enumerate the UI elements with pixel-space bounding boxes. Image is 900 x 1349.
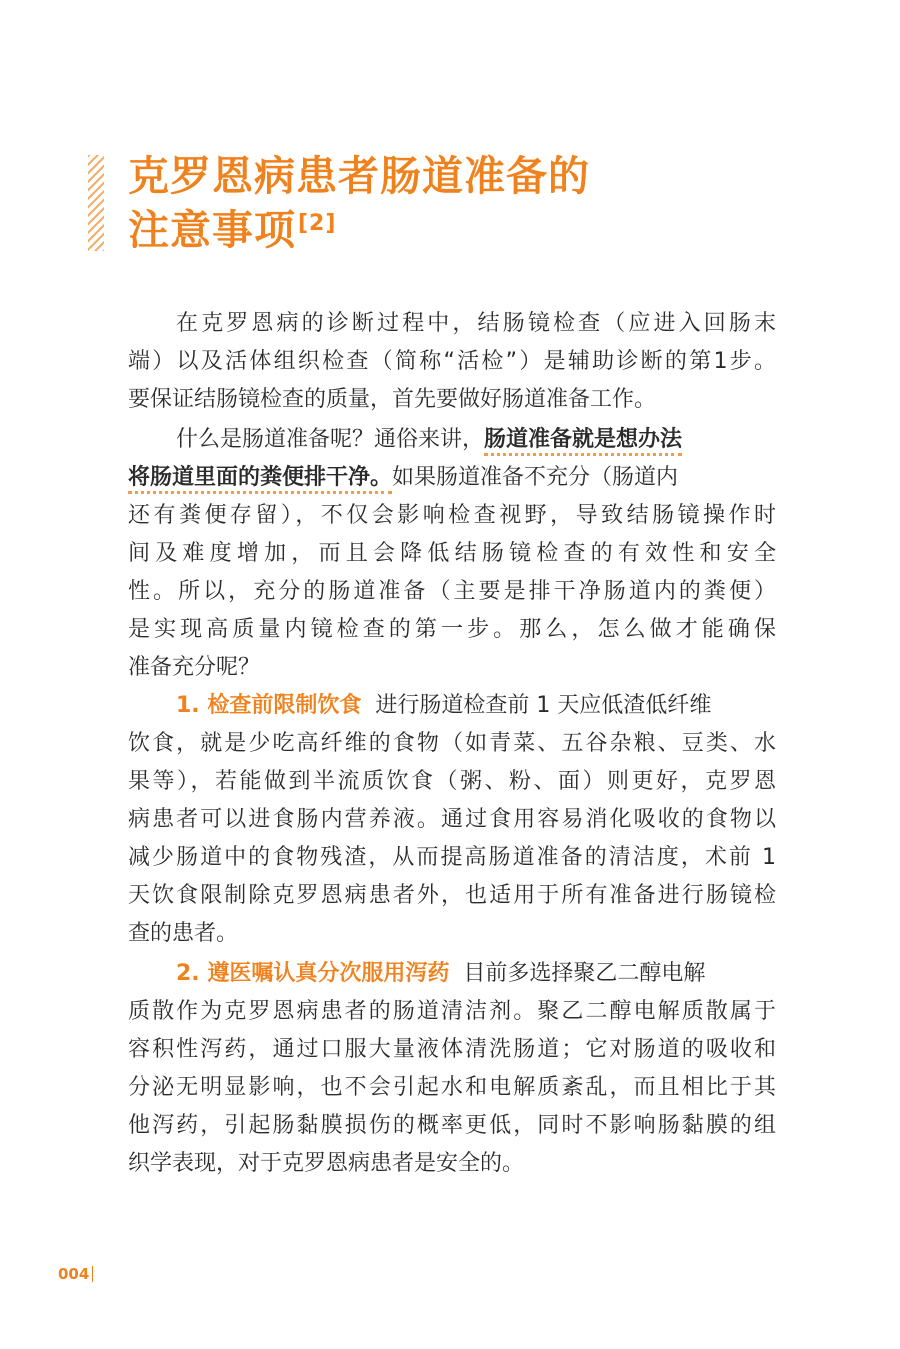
p1-line-1: 在克罗恩病的诊断过程中，结肠镜检查（应进入回肠末 — [176, 311, 776, 336]
p2-line-3: 还有粪便存留），不仅会影响检查视野，导致结肠镜操作时 — [128, 503, 776, 528]
page-title-text: 注意事项 — [128, 206, 296, 254]
p1-line-2: 端）以及活体组织检查（简称“活检”）是辅助诊断的第1步。 — [128, 349, 776, 374]
section-2-heading: 2. 遵医嘱认真分次服用泻药 — [176, 961, 450, 986]
page-number: 004 — [58, 1265, 90, 1283]
title-decoration — [88, 155, 104, 251]
s1-line-4: 病患者可以进食肠内营养液。通过食用容易消化吸收的食物以 — [128, 807, 776, 832]
s2-line-6: 织学表现，对于克罗恩病患者是安全的。 — [128, 1151, 525, 1176]
section-1-heading: 1. 检查前限制饮食 — [176, 693, 362, 718]
s2-line-1 — [176, 955, 776, 993]
s1-line-3: 果等），若能做到半流质饮食（粥、粉、面）则更好，克罗恩 — [128, 769, 776, 794]
s2-line-2: 质散作为克罗恩病患者的肠道清洁剂。聚乙二醇电解质散属于 — [128, 999, 776, 1024]
s2-line-3: 容积性泻药，通过口服大量液体清洗肠道；它对肠道的吸收和 — [128, 1037, 776, 1062]
reference-mark: [2] — [298, 211, 337, 236]
s2-line-5: 他泻药，引起肠黏膜损伤的概率更低，同时不影响肠黏膜的组 — [128, 1113, 776, 1138]
p2-highlight-1: 肠道准备就是想办法 — [484, 427, 682, 456]
p2-highlight-2: 将肠道里面的粪便排干净。 — [128, 465, 392, 494]
s1-line-1 — [176, 687, 776, 725]
p2-line-2 — [128, 459, 776, 497]
s2-line-1-text: 目前多选择聚乙二醇电解 — [463, 961, 706, 986]
page-number-divider — [92, 1266, 93, 1282]
p2-line-6: 是实现高质量内镜检查的第一步。那么，怎么做才能确保 — [128, 617, 776, 642]
page-title-line-1: 克罗恩病患者肠道准备的 — [128, 152, 590, 200]
page-title-line-2 — [128, 204, 336, 256]
s1-line-1-text: 进行肠道检查前 1 天应低渣低纤维 — [375, 693, 712, 718]
p2-line-1-text: 什么是肠道准备呢？通俗来讲， — [176, 427, 485, 452]
s1-line-7: 查的患者。 — [128, 921, 239, 946]
p2-line-7: 准备充分呢？ — [128, 655, 261, 680]
p1-line-3: 要保证结肠镜检查的质量，首先要做好肠道准备工作。 — [128, 387, 657, 412]
p2-line-1 — [176, 421, 776, 459]
s1-line-6: 天饮食限制除克罗恩病患者外，也适用于所有准备进行肠镜检 — [128, 883, 776, 908]
p2-line-2-text: 如果肠道准备不充分（肠道内 — [392, 465, 679, 490]
s2-line-4: 分泌无明显影响，也不会引起水和电解质紊乱，而且相比于其 — [128, 1075, 776, 1100]
p2-line-5: 性。所以，充分的肠道准备（主要是排干净肠道内的粪便） — [128, 579, 776, 604]
p2-line-4: 间及难度增加，而且会降低结肠镜检查的有效性和安全 — [128, 541, 776, 566]
s1-line-5: 减少肠道中的食物残渣，从而提高肠道准备的清洁度，术前 1 — [128, 845, 776, 870]
s1-line-2: 饮食，就是少吃高纤维的食物（如青菜、五谷杂粮、豆类、水 — [128, 731, 776, 756]
